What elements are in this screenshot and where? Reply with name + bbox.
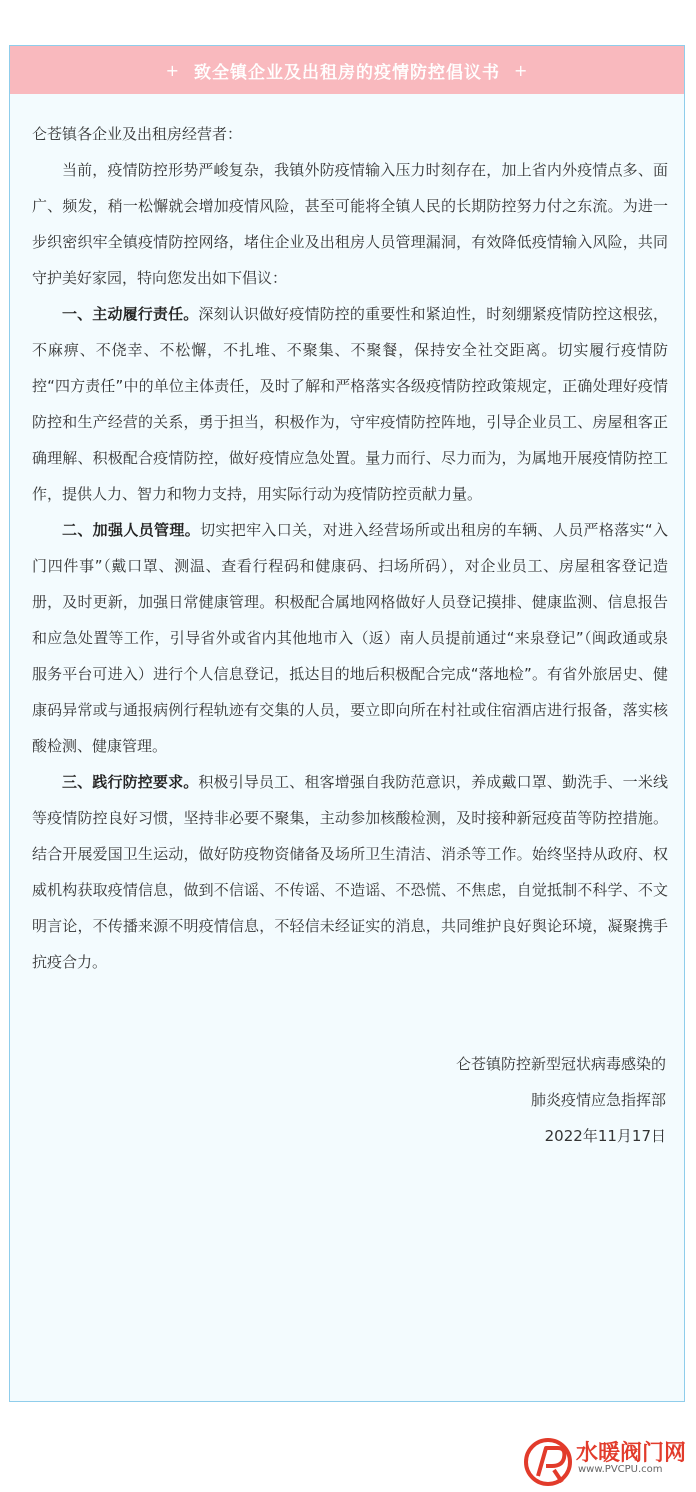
plus-icon: + (165, 60, 180, 80)
section-text: 深刻认识做好疫情防控的重要性和紧迫性，时刻绷紧疫情防控这根弦，不麻痹、不侥幸、不松懈，不扎堆、不聚集、不聚餐，保持安全社交距离。切实履行疫情防控“四方责任”中的单位主体责任，及时了解和严格落实各级疫情防控政策规定，正确处理好疫情防控和生产经营的关系，勇于担当，积极作为，守牢疫情防控阵地，引导企业员工、房屋租客正确理解、积极配合疫情防控，做好疫情应急处置。量力而行、尽力而为，为属地开展疫情防控工作，提供人力、智力和物力支持，用实际行动为疫情防控贡献力量。 (32, 305, 668, 503)
section-text: 切实把牢入口关，对进入经营场所或出租房的车辆、人员严格落实“入门四件事”（戴口罩、测温、查看行程码和健康码、扫场所码），对企业员工、房屋租客登记造册，及时更新，加强日常健康管理。积极配合属地网格做好人员登记摸排、健康监测、信息报告和应急处置等工作，引导省外或省内其他地市入（返）南人员提前通过“来泉登记”（闽政通或泉服务平台可进入）进行个人信息登记，抵达目的地后积极配合完成“落地检”。有省外旅居史、健康码异常或与通报病例行程轨迹有交集的人员，要立即向所在村社或住宿酒店进行报备，落实核酸检测、健康管理。 (32, 521, 668, 755)
letter-body (10, 94, 684, 1154)
section-heading: 一、主动履行责任。 (62, 305, 199, 323)
section-heading: 二、加强人员管理。 (62, 521, 201, 539)
section-paragraph (32, 764, 668, 980)
proposal-card (9, 45, 685, 1402)
title-banner (10, 46, 684, 94)
intro-paragraph: 当前，疫情防控形势严峻复杂，我镇外防疫情输入压力时刻存在，加上省内外疫情点多、面广、频发，稍一松懈就会增加疫情风险，甚至可能将全镇人民的长期防控努力付之东流。为进一步织密织牢全镇疫情防控网络，堵住企业及出租房人员管理漏洞，有效降低疫情输入风险，共同守护美好家园，特向您发出如下倡议： (32, 161, 668, 287)
page-title: 致全镇企业及出租房的疫情防控倡议书 (194, 62, 500, 83)
watermark-brand: 水暖阀门网 (576, 1441, 687, 1466)
section-paragraph (32, 512, 668, 764)
section-heading: 三、践行防控要求。 (62, 773, 199, 791)
section-paragraph (32, 296, 668, 512)
watermark (520, 1436, 692, 1488)
spacer (32, 980, 668, 1046)
signature-line-1: 仑苍镇防控新型冠状病毒感染的 (455, 1055, 666, 1073)
plus-icon: + (514, 60, 529, 80)
signature-line-2: 肺炎疫情应急指挥部 (530, 1091, 666, 1109)
signature-date: 2022年11月17日 (544, 1127, 666, 1145)
greeting: 仑苍镇各企业及出租房经营者： (32, 125, 243, 143)
watermark-url: www.PVCPU.com (578, 1464, 663, 1475)
section-text: 积极引导员工、租客增强自我防范意识，养成戴口罩、勤洗手、一米线等疫情防控良好习惯，坚持非必要不聚集，主动参加核酸检测，及时接种新冠疫苗等防控措施。结合开展爱国卫生运动，做好防疫物资储备及场所卫生清洁、消杀等工作。始终坚持从政府、权威机构获取疫情信息，做到不信谣、不传谣、不造谣、不恐慌、不焦虑，自觉抵制不科学、不文明言论，不传播来源不明疫情信息，不轻信未经证实的消息，共同维护良好舆论环境，凝聚携手抗疫合力。 (32, 773, 668, 971)
watermark-logo-icon (520, 1436, 576, 1488)
